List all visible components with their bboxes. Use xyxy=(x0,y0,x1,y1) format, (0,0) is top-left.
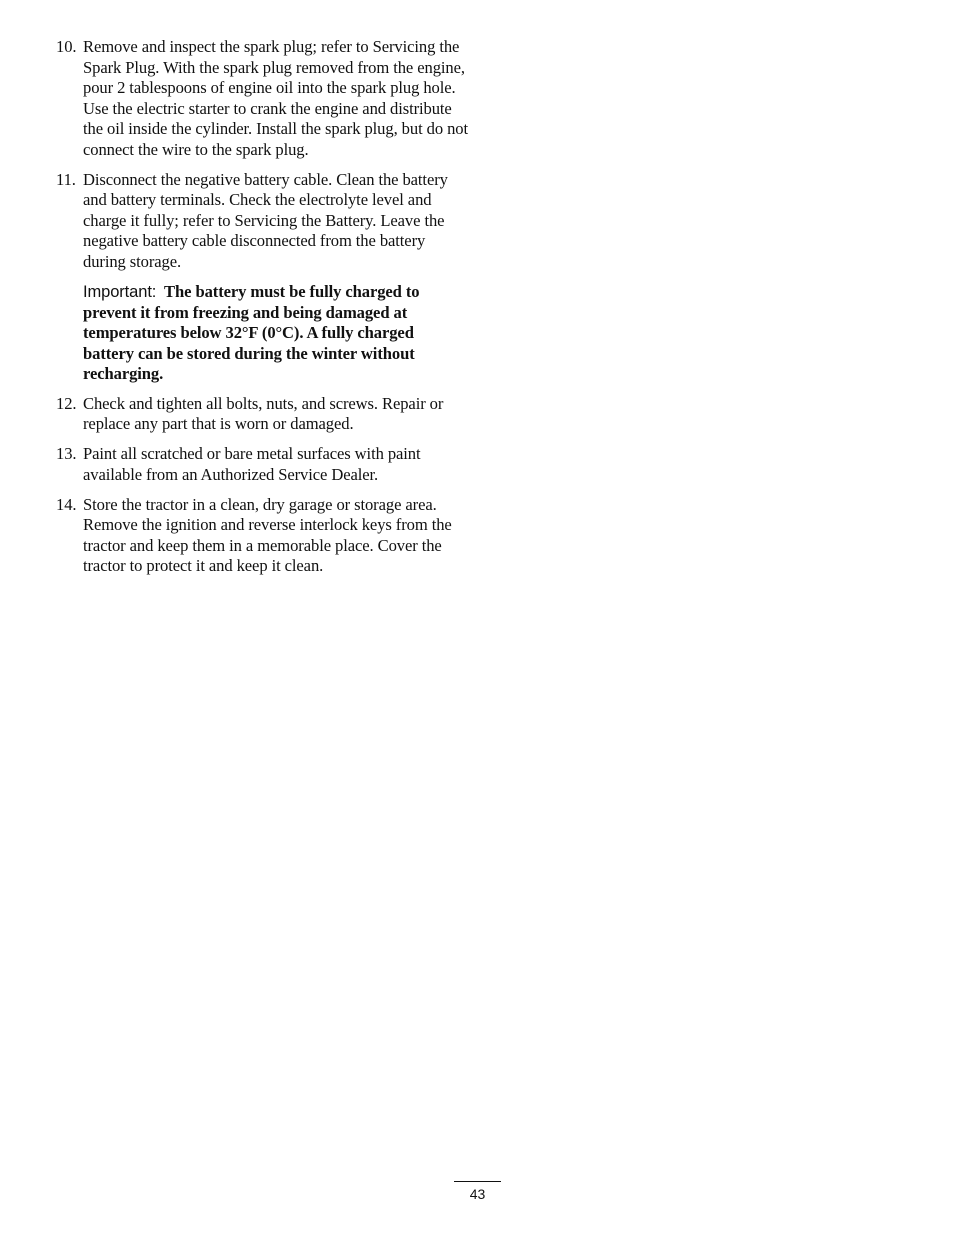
step-text: Remove and inspect the spark plug; refer to Servicing the Spark Plug. With the spark plug removed from the engine, pour 2 tablespoons of engine oil into the spark plug hole. Use the electric starter to crank the engine and distribute the oil inside the cylinder. Install the spark plug, but do not connect the wire to the spark plug. xyxy=(83,37,468,159)
step-text: Paint all scratched or bare metal surfaces with paint available from an Authorized Service Dealer. xyxy=(83,444,421,484)
step-text: Check and tighten all bolts, nuts, and screws. Repair or replace any part that is worn or damaged. xyxy=(83,393,444,433)
step-14 xyxy=(56,495,468,577)
step-number: 13. xyxy=(56,444,77,463)
step-13 xyxy=(56,444,468,485)
storage-instructions-column xyxy=(56,37,468,586)
step-number: 14. xyxy=(56,494,77,514)
step-text: Store the tractor in a clean, dry garage or storage area. Remove the ignition and reverse interlock keys from the tractor and keep them in a memorable place. Cover the tractor to protect it and keep it clean. xyxy=(83,494,452,575)
page-number: 43 xyxy=(469,1186,486,1202)
important-label: Important: xyxy=(83,283,157,301)
step-number: 12. xyxy=(56,393,77,413)
step-number: 10. xyxy=(56,37,77,56)
important-note xyxy=(56,282,468,385)
step-number: 11. xyxy=(56,169,76,189)
step-text: Disconnect the negative battery cable. Clean the battery and battery terminals. Check the electrolyte level and charge it fully; refer to Servicing the Battery. Leave the negative battery cable disconnected from the battery during storage. xyxy=(83,169,448,271)
step-12 xyxy=(56,394,468,435)
step-10 xyxy=(56,37,468,160)
footer-divider xyxy=(454,1181,501,1182)
important-text: The battery must be fully charged to prevent it from freezing and being damaged at temperatures below 32°F (0°C). A fully charged battery can be stored during the winter without recharging. xyxy=(83,282,420,383)
step-11 xyxy=(56,170,468,273)
